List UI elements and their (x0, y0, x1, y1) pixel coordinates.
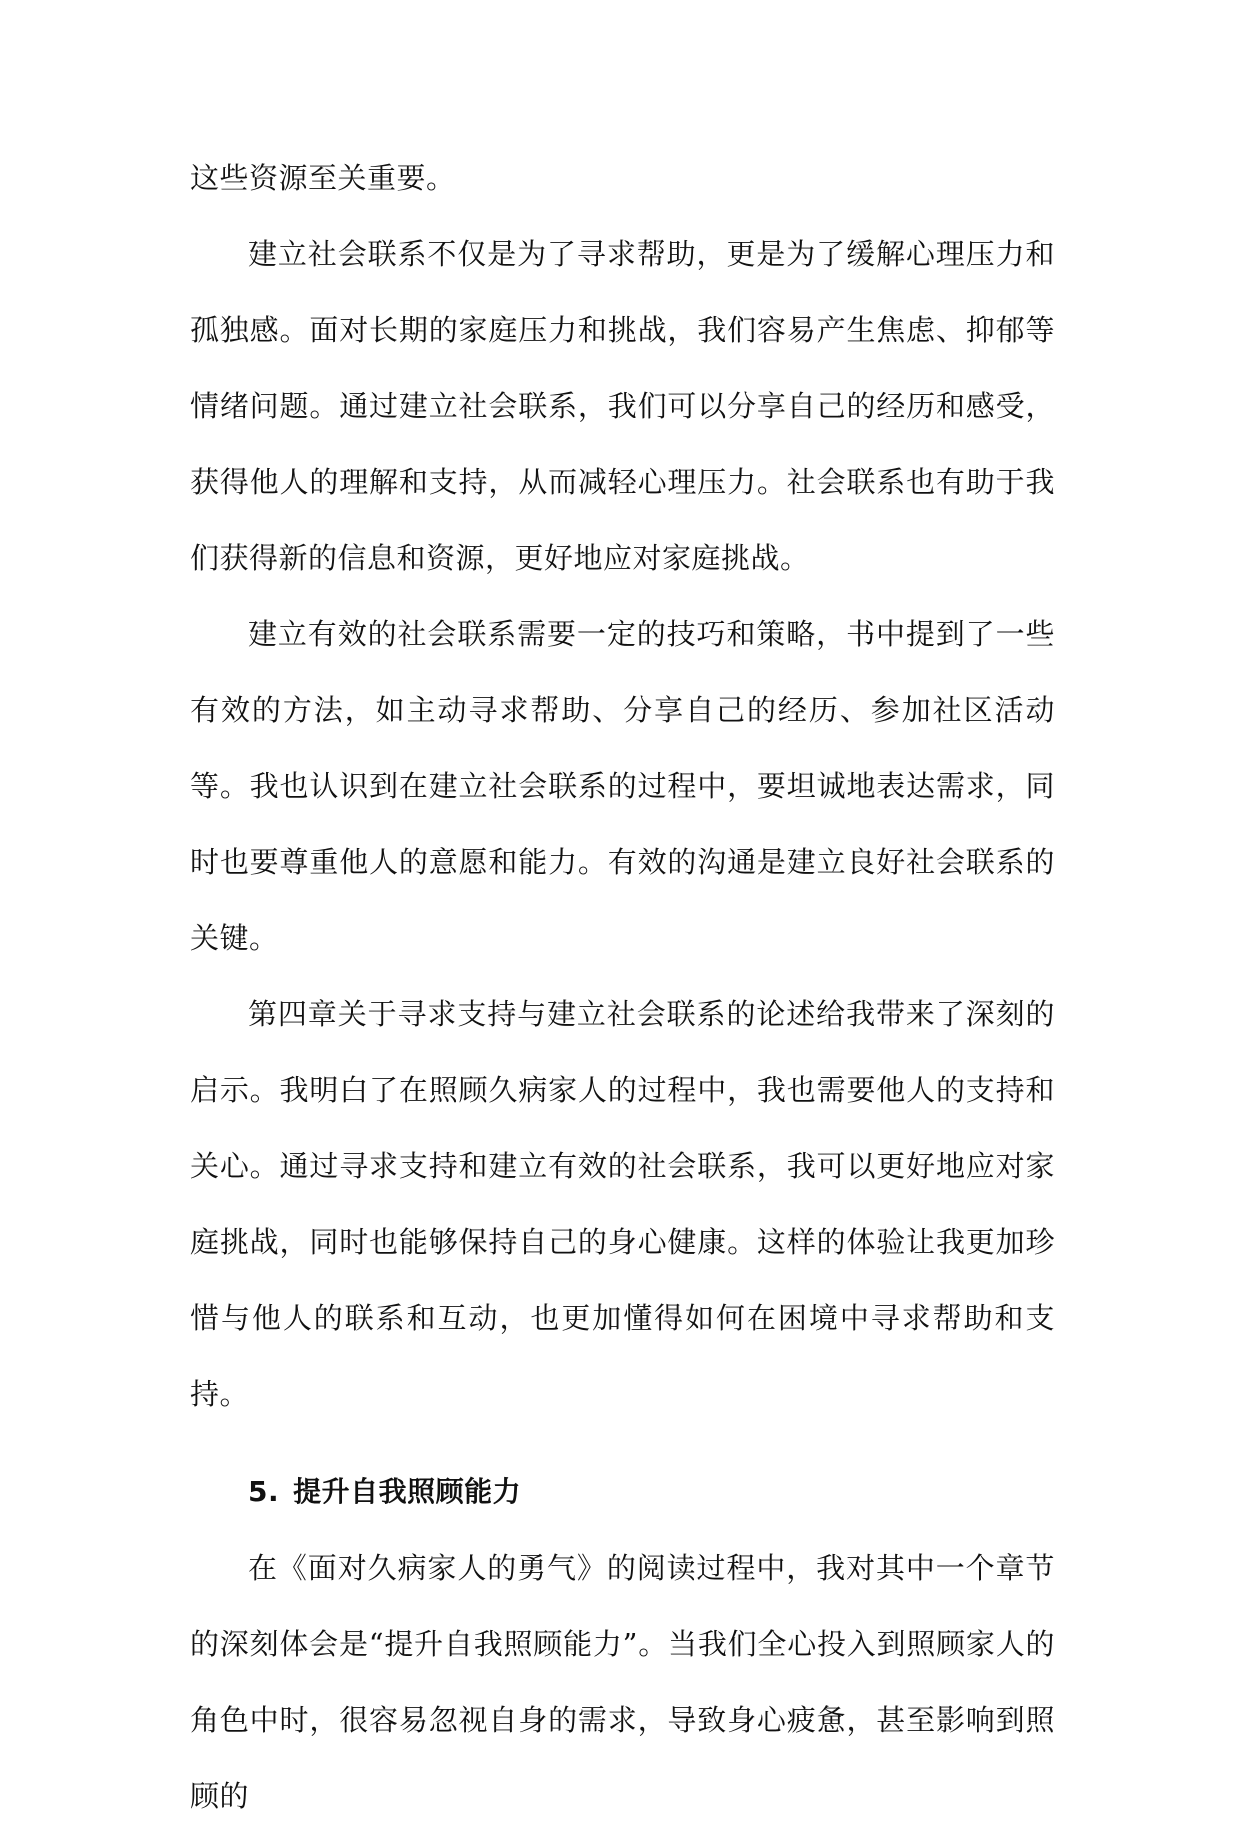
section-heading (190, 1454, 1055, 1530)
document-body (190, 140, 1055, 1834)
paragraph-continuation: 这些资源至关重要。 (190, 161, 456, 195)
section-number: 5. (248, 1475, 280, 1508)
paragraph-social-connection-skills: 建立有效的社会联系需要一定的技巧和策略，书中提到了一些有效的方法，如主动寻求帮助、分享自己的经历、参加社区活动等。我也认识到在建立社会联系的过程中，要坦诚地表达需求，同时也要尊重他人的意愿和能力。有效的沟通是建立良好社会联系的关键。 (190, 617, 1055, 955)
paragraph-self-care-intro: 在《面对久病家人的勇气》的阅读过程中，我对其中一个章节的深刻体会是“提升自我照顾能力”。当我们全心投入到照顾家人的角色中时，很容易忽视自身的需求，导致身心疲惫，甚至影响到照顾的 (190, 1551, 1055, 1813)
section-title: 提升自我照顾能力 (293, 1475, 522, 1508)
paragraph-chapter-four-reflection: 第四章关于寻求支持与建立社会联系的论述给我带来了深刻的启示。我明白了在照顾久病家人的过程中，我也需要他人的支持和关心。通过寻求支持和建立有效的社会联系，我可以更好地应对家庭挑战，同时也能够保持自己的身心健康。这样的体验让我更加珍惜与他人的联系和互动，也更加懂得如何在困境中寻求帮助和支持。 (190, 997, 1055, 1411)
paragraph-social-connection-benefits: 建立社会联系不仅是为了寻求帮助，更是为了缓解心理压力和孤独感。面对长期的家庭压力和挑战，我们容易产生焦虑、抑郁等情绪问题。通过建立社会联系，我们可以分享自己的经历和感受，获得他人的理解和支持，从而减轻心理压力。社会联系也有助于我们获得新的信息和资源，更好地应对家庭挑战。 (190, 237, 1055, 575)
